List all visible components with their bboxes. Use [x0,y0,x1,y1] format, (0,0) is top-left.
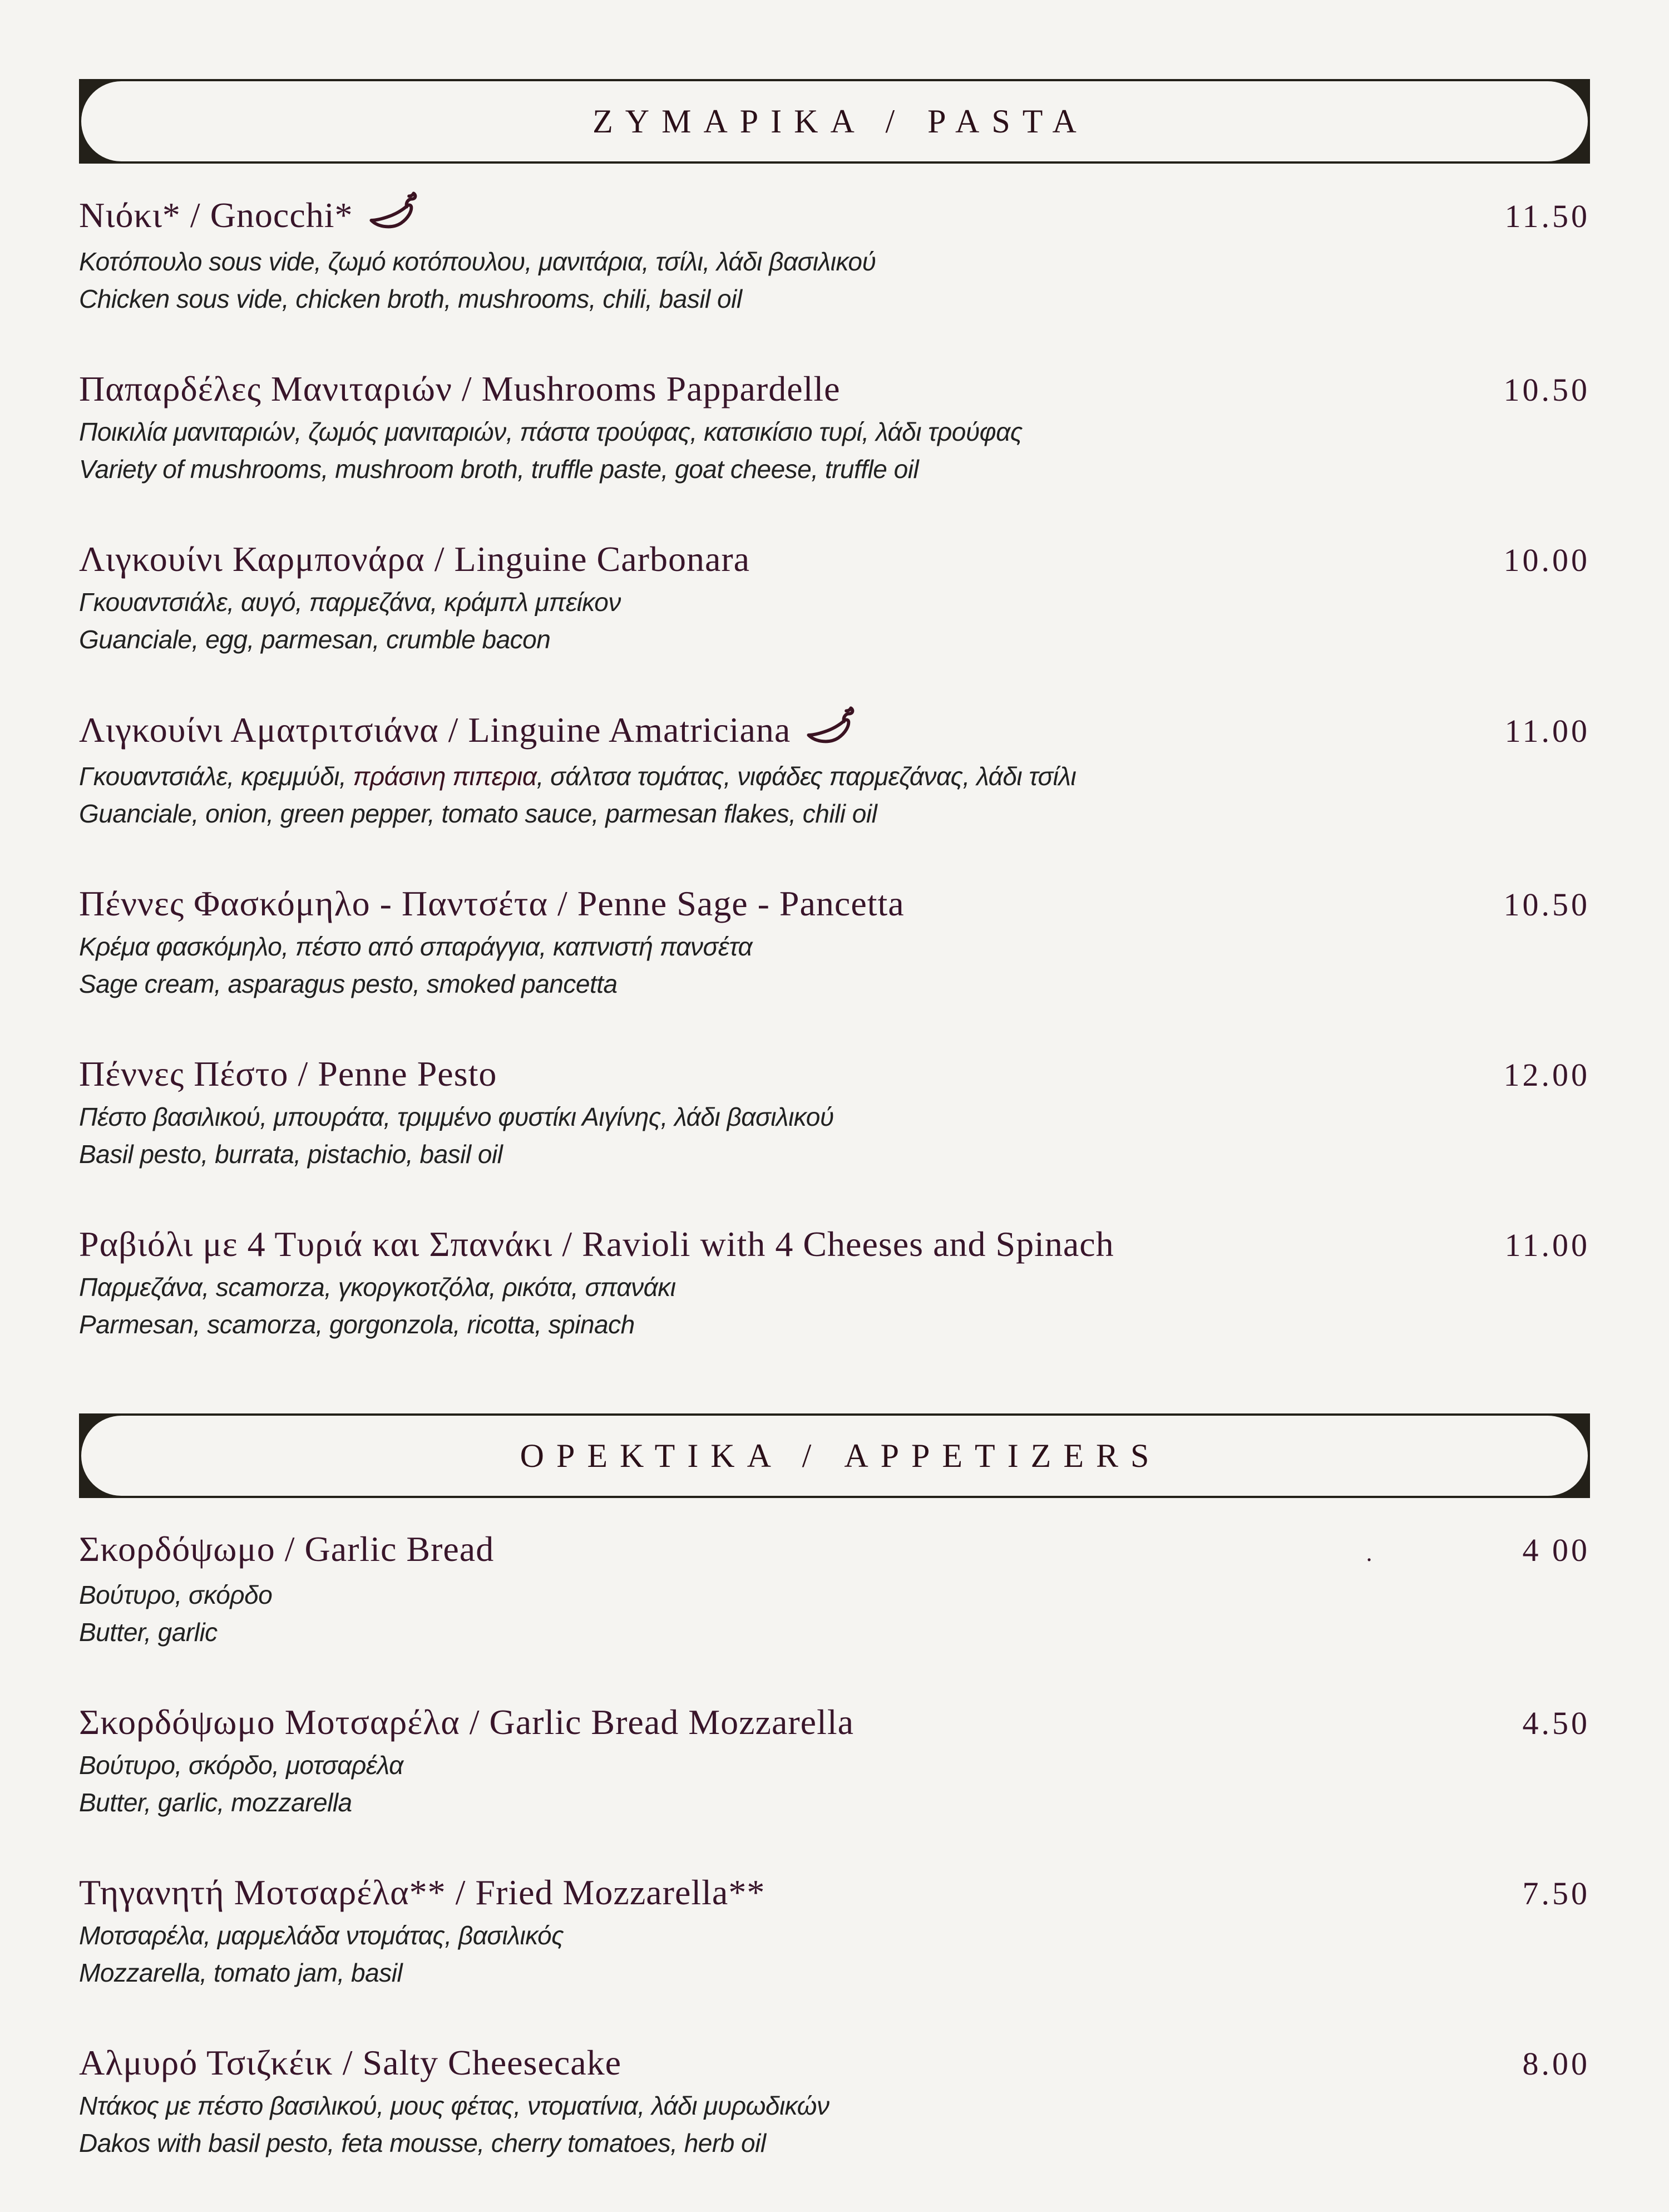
item-desc-greek: Μοτσαρέλα, μαρμελάδα ντομάτας, βασιλικός [79,1921,564,1950]
item-price [1505,1222,1590,1269]
item-title [79,706,855,758]
item-desc-english: Guanciale, onion, green pepper, tomato sauce, parmesan flakes, chili oil [79,799,877,828]
item-desc-english: Guanciale, egg, parmesan, crumble bacon [79,625,551,654]
item-title-text: Αλμυρό Τσιζκέικ / Salty Cheesecake [79,2043,622,2082]
item-desc-english: Parmesan, scamorza, gorgonzola, ricotta, spinach [79,1310,635,1339]
item-title-text: Πέννες Φασκόμηλο - Παντσέτα / Penne Sage - Pancetta [79,884,905,923]
item-desc-english: Butter, garlic, mozzarella [79,1788,352,1817]
item-title [79,1526,494,1573]
section-items [79,1526,1590,2162]
item-head [79,1869,1590,1917]
item-title-text: Νιόκι* / Gnocchi* [79,195,353,235]
section-appetizers [79,1413,1590,2162]
section-title: ΟΡΕΚΤΙΚΑ / APPETIZERS [520,1437,1162,1474]
item-desc-greek: Γκουαντσιάλε, αυγό, παρμεζάνα, κράμπλ μπείκον [79,588,621,617]
item-title [79,191,418,243]
item-head [79,191,1590,243]
item-price [1504,367,1591,413]
item-title [79,366,841,412]
menu-item-carbonara [79,536,1590,658]
item-price [1504,537,1591,584]
item-title [79,536,750,583]
item-title [79,1869,765,1916]
price-value: 7.50 [1522,1875,1590,1912]
item-head [79,366,1590,413]
item-title-text: Παπαρδέλες Μανιταριών / Mushrooms Pappardelle [79,369,841,408]
item-desc-greek: Κρέμα φασκόμηλο, πέστο από σπαράγγια, καπνιστή πανσέτα [79,932,753,961]
chili-icon [367,191,418,243]
item-desc-english: Dakos with basil pesto, feta mousse, cherry tomatoes, herb oil [79,2129,766,2157]
item-price [1523,1870,1591,1917]
menu-item-fried-mozzarella [79,1869,1590,1992]
item-price [1505,193,1590,240]
item-desc-english: Chicken sous vide, chicken broth, mushrooms, chili, basil oil [79,284,742,313]
menu-item-penne-pesto [79,1051,1590,1173]
menu-item-salty-cheesecake [79,2039,1590,2162]
item-price [1505,708,1590,755]
menu-item-pappardelle [79,366,1590,488]
menu-item-penne-sage-pancetta [79,880,1590,1003]
price-value: 10.50 [1503,886,1590,923]
section-header-box [79,1413,1590,1498]
item-title-text: Πέννες Πέστο / Penne Pesto [79,1054,497,1093]
item-desc-greek: Ντάκος με πέστο βασιλικού, μους φέτας, ντοματίνια, λάδι μυρωδικών [79,2091,829,2120]
item-desc-english: Basil pesto, burrata, pistachio, basil oil [79,1140,503,1169]
price-value: 4 00 [1522,1532,1590,1568]
item-price [1504,881,1591,928]
item-head [79,2039,1590,2087]
item-price [1504,1052,1591,1098]
item-title [79,2039,621,2086]
menu-item-gnocchi [79,191,1590,318]
item-title [79,1221,1114,1268]
section-header-pill [81,81,1588,161]
item-head [79,536,1590,584]
price-value: 11.50 [1504,198,1590,234]
section-title: ΖΥΜΑΡΙΚΑ / PASTA [592,102,1089,140]
price-value: 11.00 [1504,1227,1590,1263]
menu-item-garlic-bread-mozzarella [79,1699,1590,1821]
item-title-text: Σκορδόψωμο Μοτσαρέλα / Garlic Bread Mozzarella [79,1702,855,1742]
item-price [1523,1700,1591,1747]
menu-item-amatriciana [79,706,1590,832]
item-head [79,880,1590,928]
item-head [79,1526,1590,1577]
item-desc-greek: Παρμεζάνα, scamorza, γκοργκοτζόλα, ρικότα, σπανάκι [79,1273,676,1302]
item-title-text: Λιγκουίνι Αματριτσιάνα / Linguine Amatriciana [79,710,791,750]
desc-part: Γκουαντσιάλε, κρεμμύδι, [79,762,353,791]
item-desc-greek: Βούτυρο, σκόρδο [79,1580,273,1609]
price-value: 10.50 [1503,372,1590,408]
section-items [79,191,1590,1343]
item-title-text: Σκορδόψωμο / Garlic Bread [79,1529,495,1569]
menu-item-garlic-bread [79,1526,1590,1651]
item-title [79,1051,497,1097]
price-value: 12.00 [1503,1057,1590,1093]
item-head [79,1699,1590,1747]
section-header-pill [81,1416,1588,1496]
item-title-text: Ραβιόλι με 4 Τυριά και Σπανάκι / Ravioli with 4 Cheeses and Spinach [79,1224,1114,1264]
item-head [79,706,1590,758]
stray-dot: . [1366,1539,1372,1566]
price-value: 10.00 [1503,542,1590,578]
item-desc-greek: Πέστο βασιλικού, μπουράτα, τριμμένο φυστίκι Αιγίνης, λάδι βασιλικού [79,1102,834,1131]
item-price [1523,2041,1591,2087]
item-desc-english: Butter, garlic [79,1618,218,1647]
desc-highlight-green-pepper: πράσινη πιπερια [353,762,537,791]
item-price [1366,1527,1591,1577]
desc-part: , σάλτσα τομάτας, νιφάδες παρμεζάνας, λάδι τσίλι [536,762,1077,791]
item-desc-greek: Ποικιλία μανιταριών, ζωμός μανιταριών, πάστα τρούφας, κατσικίσιο τυρί, λάδι τρούφας [79,417,1023,446]
price-value: 11.00 [1504,713,1590,749]
section-pasta [79,79,1590,1343]
price-value: 8.00 [1522,2046,1590,2082]
item-head [79,1221,1590,1269]
item-title-text: Τηγανητή Μοτσαρέλα** / Fried Mozzarella** [79,1873,766,1912]
menu-item-ravioli [79,1221,1590,1343]
item-desc-english: Mozzarella, tomato jam, basil [79,1958,403,1987]
item-desc-english: Sage cream, asparagus pesto, smoked pancetta [79,969,618,998]
price-value: 4.50 [1522,1705,1590,1741]
item-head [79,1051,1590,1098]
item-title [79,880,905,927]
section-header-box [79,79,1590,164]
chili-icon [804,706,855,758]
item-title-text: Λιγκουίνι Καρμπονάρα / Linguine Carbonara [79,539,750,579]
item-desc-greek [79,758,1590,795]
item-desc-english: Variety of mushrooms, mushroom broth, truffle paste, goat cheese, truffle oil [79,455,919,484]
item-desc-greek: Βούτυρο, σκόρδο, μοτσαρέλα [79,1751,403,1780]
item-desc-greek: Κοτόπουλο sous vide, ζωμό κοτόπουλου, μανιτάρια, τσίλι, λάδι βασιλικού [79,247,876,276]
item-title [79,1699,854,1746]
